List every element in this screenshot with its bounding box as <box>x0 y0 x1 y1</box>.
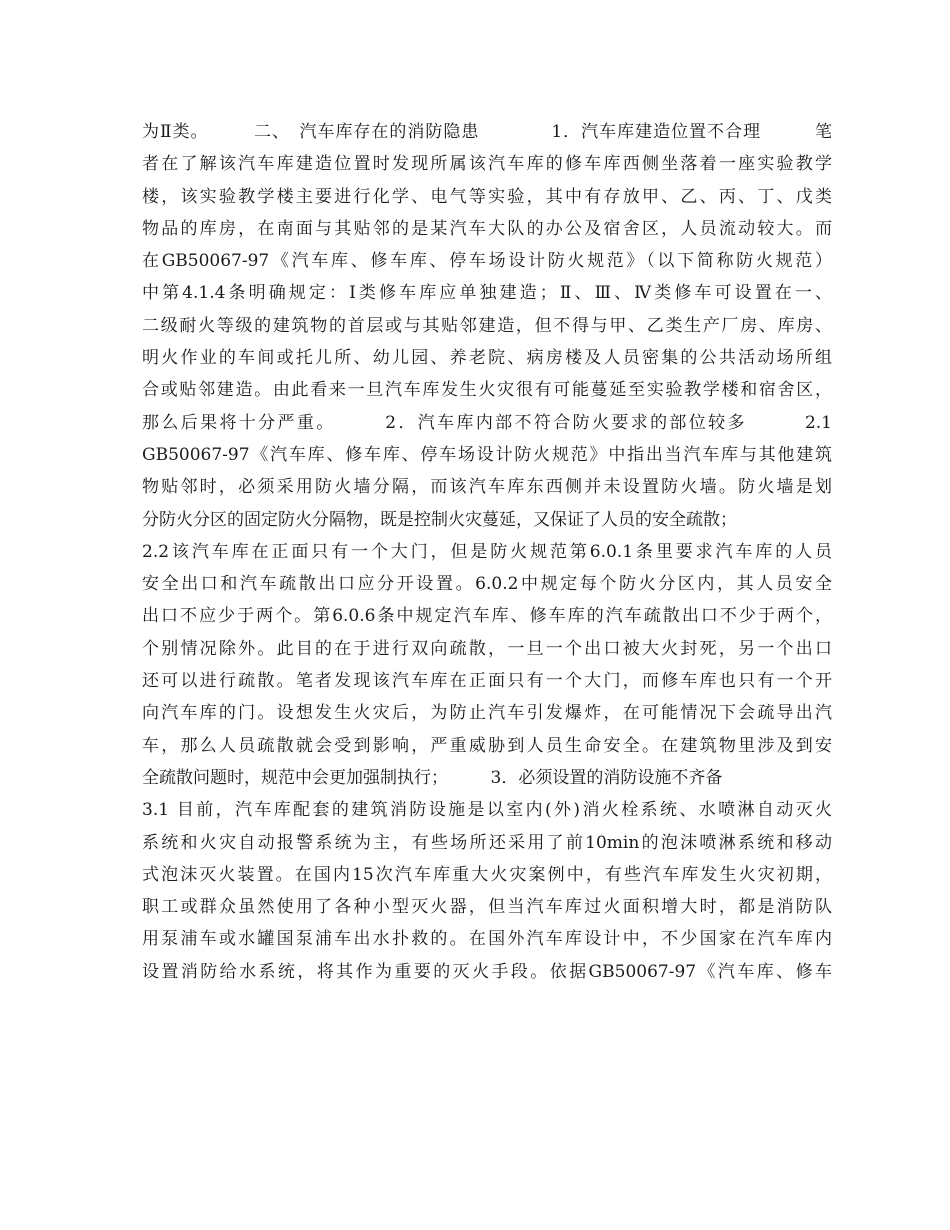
text-line: 那么后果将十分严重。 2．汽车库内部不符合防火要求的部位较多 2.1 <box>142 412 832 433</box>
text-line: 2.2该汽车库在正面只有一个大门，但是防火规范第6.0.1条里要求汽车库的人员 <box>142 541 832 562</box>
text-line: 系统和火灾自动报警系统为主，有些场所还采用了前10min的泡沫喷淋系统和移动 <box>142 832 832 853</box>
text-line: 3.1 目前，汽车库配套的建筑消防设施是以室内(外)消火栓系统、水喷淋自动灭火 <box>142 800 832 821</box>
text-line: 者在了解该汽车库建造位置时发现所属该汽车库的修车库西侧坐落着一座实验教学 <box>142 154 832 175</box>
text-line: 物贴邻时，必须采用防火墙分隔，而该汽车库东西侧并未设置防火墙。防火墙是划 <box>142 477 832 498</box>
text-line: 个别情况除外。此目的在于进行双向疏散，一旦一个出口被大火封死，另一个出口 <box>142 638 832 659</box>
text-line: 合或贴邻建造。由此看来一旦汽车库发生火灾很有可能蔓延至实验教学楼和宿舍区， <box>142 380 832 401</box>
body-text <box>142 116 832 988</box>
text-line: 在GB50067-97《汽车库、修车库、停车场设计防火规范》（以下简称防火规范） <box>142 251 832 272</box>
text-line: 车，那么人员疏散就会受到影响，严重威胁到人员生命安全。在建筑物里涉及到安 <box>142 735 832 756</box>
text-line: 式泡沫灭火装置。在国内15次汽车库重大火灾案例中，有些汽车库发生火灾初期， <box>142 864 832 885</box>
text-line: 二级耐火等级的建筑物的首层或与其贴邻建造，但不得与甲、乙类生产厂房、库房、 <box>142 315 832 336</box>
text-line: 明火作业的车间或托儿所、幼儿园、养老院、病房楼及人员密集的公共活动场所组 <box>142 348 832 369</box>
text-line: 职工或群众虽然使用了各种小型灭火器，但当汽车库过火面积增大时，都是消防队 <box>142 897 832 918</box>
text-line: 中第4.1.4条明确规定：Ⅰ类修车库应单独建造；Ⅱ、Ⅲ、Ⅳ类修车可设置在一、 <box>142 283 832 304</box>
text-line: 出口不应少于两个。第6.0.6条中规定汽车库、修车库的汽车疏散出口不少于两个， <box>142 606 832 627</box>
text-line: 还可以进行疏散。笔者发现该汽车库在正面只有一个大门，而修车库也只有一个开 <box>142 671 832 692</box>
text-line: 全疏散问题时，规范中会更加强制执行； 3．必须设置的消防设施不齐备 <box>142 767 723 788</box>
text-line: 楼，该实验教学楼主要进行化学、电气等实验，其中有存放甲、乙、丙、丁、戊类 <box>142 186 832 207</box>
text-line: 分防火分区的固定防火分隔物，既是控制火灾蔓延，又保证了人员的安全疏散； <box>142 509 737 530</box>
text-line: 用泵浦车或水罐国泵浦车出水扑救的。在国外汽车库设计中，不少国家在汽车库内 <box>142 929 832 950</box>
text-line: 安全出口和汽车疏散出口应分开设置。6.0.2中规定每个防火分区内，其人员安全 <box>142 574 832 595</box>
text-line: 物品的库房，在南面与其贴邻的是某汽车大队的办公及宿舍区，人员流动较大。而 <box>142 218 832 239</box>
text-line: GB50067-97《汽车库、修车库、停车场设计防火规范》中指出当汽车库与其他建筑 <box>142 444 832 465</box>
text-line: 向汽车库的门。设想发生火灾后，为防止汽车引发爆炸，在可能情况下会疏导出汽 <box>142 703 832 724</box>
text-line: 设置消防给水系统，将其作为重要的灭火手段。依据GB50067-97《汽车库、修车 <box>142 961 832 982</box>
text-line: 为Ⅱ类。 二、 汽车库存在的消防隐患 1．汽车库建造位置不合理 笔 <box>142 122 832 142</box>
